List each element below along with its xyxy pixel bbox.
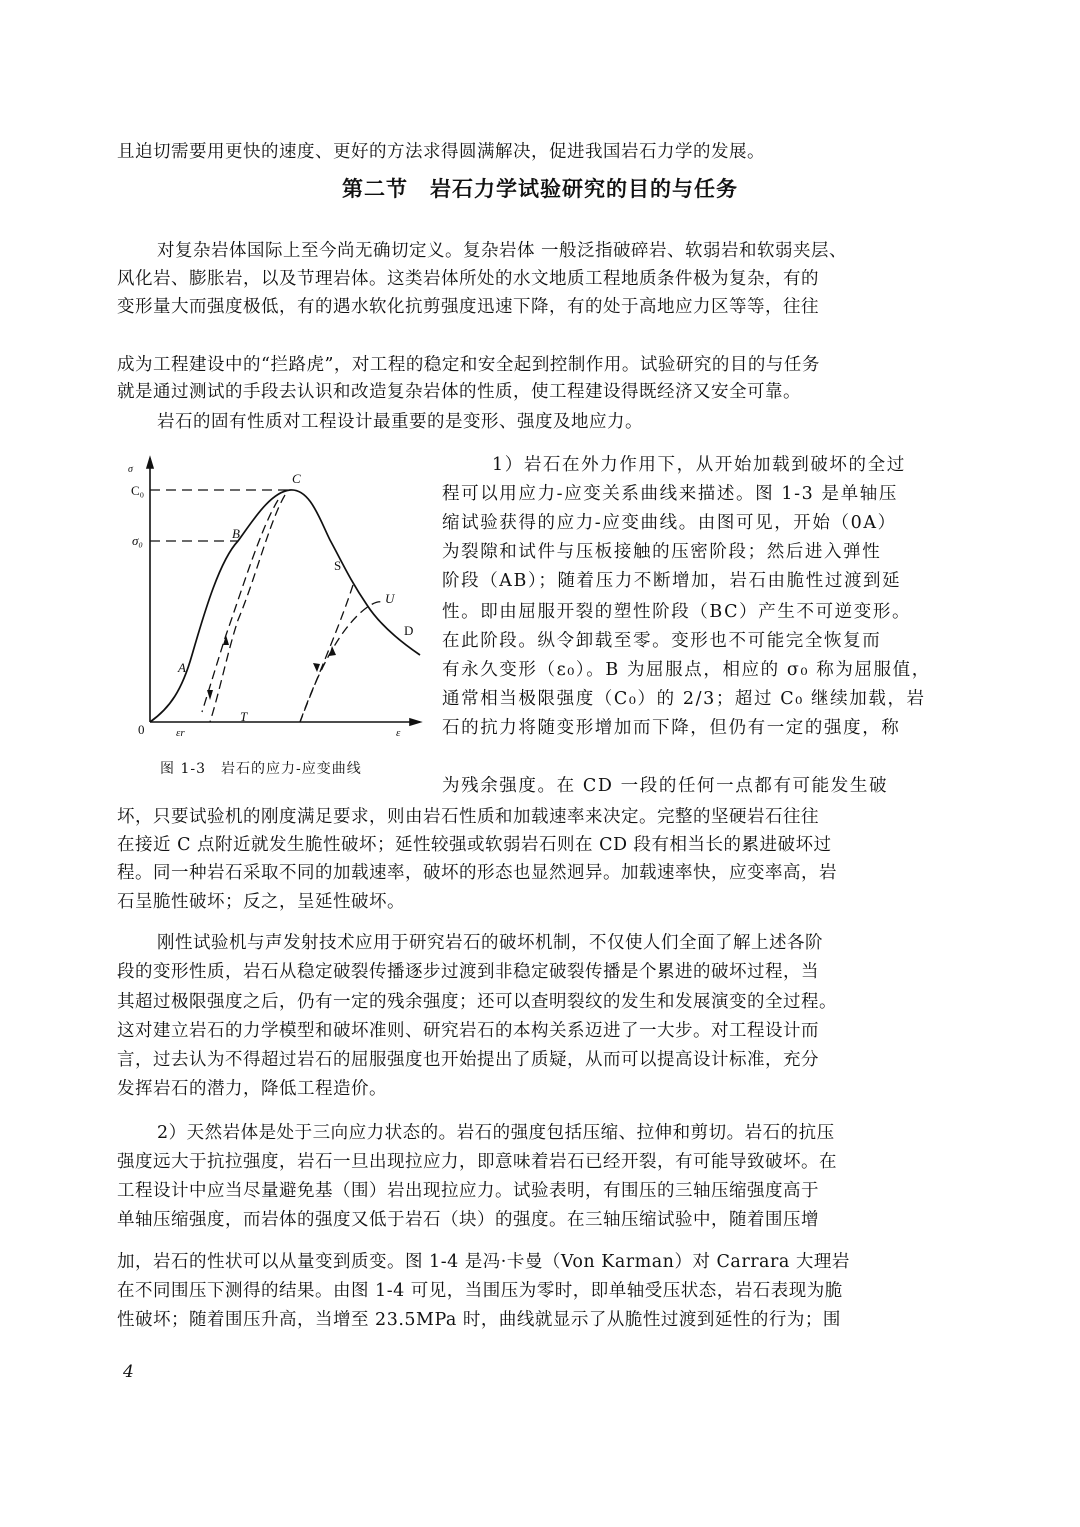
label-A: A (178, 660, 186, 675)
label-D: D (404, 623, 414, 638)
text-line: 程可以用应力-应变关系曲线来描述。图 1-3 是单轴压 (442, 484, 898, 504)
text-line: 这对建立岩石的力学模型和破坏准则、研究岩石的本构关系迈进了一大步。对工程设计而 (117, 1021, 819, 1041)
text-line: 缩试验获得的应力-应变曲线。由图可见，开始（0A） (442, 513, 897, 533)
y-axis-arrow (147, 458, 153, 468)
arrow-down-2 (313, 663, 320, 672)
stress-strain-curve (150, 490, 420, 722)
arrow-down-1 (207, 690, 213, 700)
section-title: 第二节 岩石力学试验研究的目的与任务 (342, 177, 738, 201)
x-axis-arrow (410, 719, 420, 725)
text-line: 2）天然岩体是处于三向应力状态的。岩石的强度包括压缩、拉伸和剪切。岩石的抗压 (157, 1123, 835, 1143)
label-T: T (240, 709, 248, 724)
arrow-up-2 (329, 646, 336, 656)
text-line: 工程设计中应当尽量避免基（围）岩出现拉应力。试验表明，有围压的三轴压缩强度高于 (117, 1181, 819, 1201)
text-line: 为残余强度。在 CD 一段的任何一点都有可能发生破 (442, 776, 889, 796)
text-line: 刚性试验机与声发射技术应用于研究岩石的破坏机制，不仅使人们全面了解上述各阶 (157, 933, 823, 953)
text-line: 有永久变形（ε₀）。B 为屈服点，相应的 σ₀ 称为屈服值， (442, 660, 931, 680)
text-line: 成为工程建设中的“拦路虎”，对工程的稳定和安全起到控制作用。试验研究的目的与任务 (117, 355, 820, 375)
text-line: 对复杂岩体国际上至今尚无确切定义。复杂岩体 一般泛指破碎岩、软弱岩和软弱夹层、 (157, 241, 848, 261)
text-line: 程。同一种岩石采取不同的加载速率，破坏的形态也显然迥异。加载速率快，应变率高，岩 (117, 863, 837, 883)
stress-strain-figure (120, 450, 430, 750)
label-x-axis: ε (396, 727, 401, 739)
text-line: 阶段（AB）；随着压力不断增加，岩石由脆性过渡到延 (442, 571, 902, 591)
label-eps-r: εr (176, 727, 185, 739)
label-sigma0: σ₀ (132, 533, 143, 548)
text-line: 在接近 C 点附近就发生脆性破坏；延性较强或软弱岩石则在 CD 段有相当长的累进破坏过 (117, 835, 832, 855)
text-line: 其超过极限强度之后，仍有一定的残余强度；还可以查明裂纹的发生和发展演变的全过程。 (117, 992, 837, 1012)
text-line: 风化岩、膨胀岩，以及节理岩体。这类岩体所处的水文地质工程地质条件极为复杂，有的 (117, 269, 819, 289)
label-y-axis: σ (128, 464, 133, 475)
label-S: S (334, 558, 342, 573)
text-line: 加，岩石的性状可以从量变到质变。图 1-4 是冯·卡曼（Von Karman）对 Carrara 大理岩 (117, 1252, 850, 1272)
text-line: 通常相当极限强度（C₀）的 2/3；超过 C₀ 继续加载，岩 (442, 689, 926, 709)
paragraph-2: 岩石的固有性质对工程设计最重要的是变形、强度及地应力。 (157, 412, 643, 432)
text-line: 性破坏；随着围压升高，当增至 23.5MPa 时，曲线就显示了从脆性过渡到延性的行为；围 (117, 1310, 841, 1330)
text-line: 段的变形性质，岩石从稳定破裂传播逐步过渡到非稳定破裂传播是个累进的破坏过程，当 (117, 962, 819, 982)
text-line: 单轴压缩强度，而岩体的强度又低于岩石（块）的强度。在三轴压缩试验中，随着围压增 (117, 1210, 819, 1230)
arrow-up-1 (223, 635, 229, 645)
text-line: 石的抗力将随变形增加而下降，但仍有一定的强度，称 (442, 718, 901, 738)
text-line: 坏，只要试验机的刚度满足要求，则由岩石性质和加载速率来决定。完整的坚硬岩石往往 (117, 807, 819, 827)
reload-path-1 (202, 500, 278, 712)
text-line: 1）岩石在外力作用下，从开始加载到破坏的全过 (492, 455, 906, 475)
text-line: 变形量大而强度极低，有的遇水软化抗剪强度迅速下降，有的处于高地应力区等等，往往 (117, 297, 819, 317)
label-c0: C₀ (131, 483, 145, 498)
text-line: 发挥岩石的潜力，降低工程造价。 (117, 1079, 387, 1099)
text-line: 言，过去认为不得超过岩石的屈服强度也开始提出了质疑，从而可以提高设计标准，充分 (117, 1050, 819, 1070)
text-line: 为裂隙和试件与压板接触的压密阶段；然后进入弹性 (442, 542, 882, 562)
text-line: 就是通过测试的手段去认识和改造复杂岩体的性质，使工程建设得既经济又安全可靠。 (117, 382, 801, 402)
intro-line: 且迫切需要用更快的速度、更好的方法求得圆满解决，促进我国岩石力学的发展。 (117, 142, 765, 162)
text-line: 性。即由屈服开裂的塑性阶段（BC）产生不可逆变形。 (442, 602, 912, 622)
label-C: C (292, 471, 301, 486)
figure-caption: 图 1-3 岩石的应力-应变曲线 (160, 761, 362, 777)
text-line: 石呈脆性破坏；反之，呈延性破坏。 (117, 892, 405, 912)
page-number: 4 (123, 1362, 134, 1382)
label-origin: 0 (138, 722, 145, 737)
text-line: 强度远大于抗拉强度，岩石一旦出现拉应力，即意味着岩石已经开裂，有可能导致破坏。在 (117, 1152, 837, 1172)
text-line: 在此阶段。纵令卸载至零。变形也不可能完全恢复而 (442, 631, 882, 651)
label-U: U (385, 591, 395, 606)
text-line: 在不同围压下测得的结果。由图 1-4 可见，当围压为零时，即单轴受压状态，岩石表现为脆 (117, 1281, 843, 1301)
label-B: B (232, 526, 240, 541)
